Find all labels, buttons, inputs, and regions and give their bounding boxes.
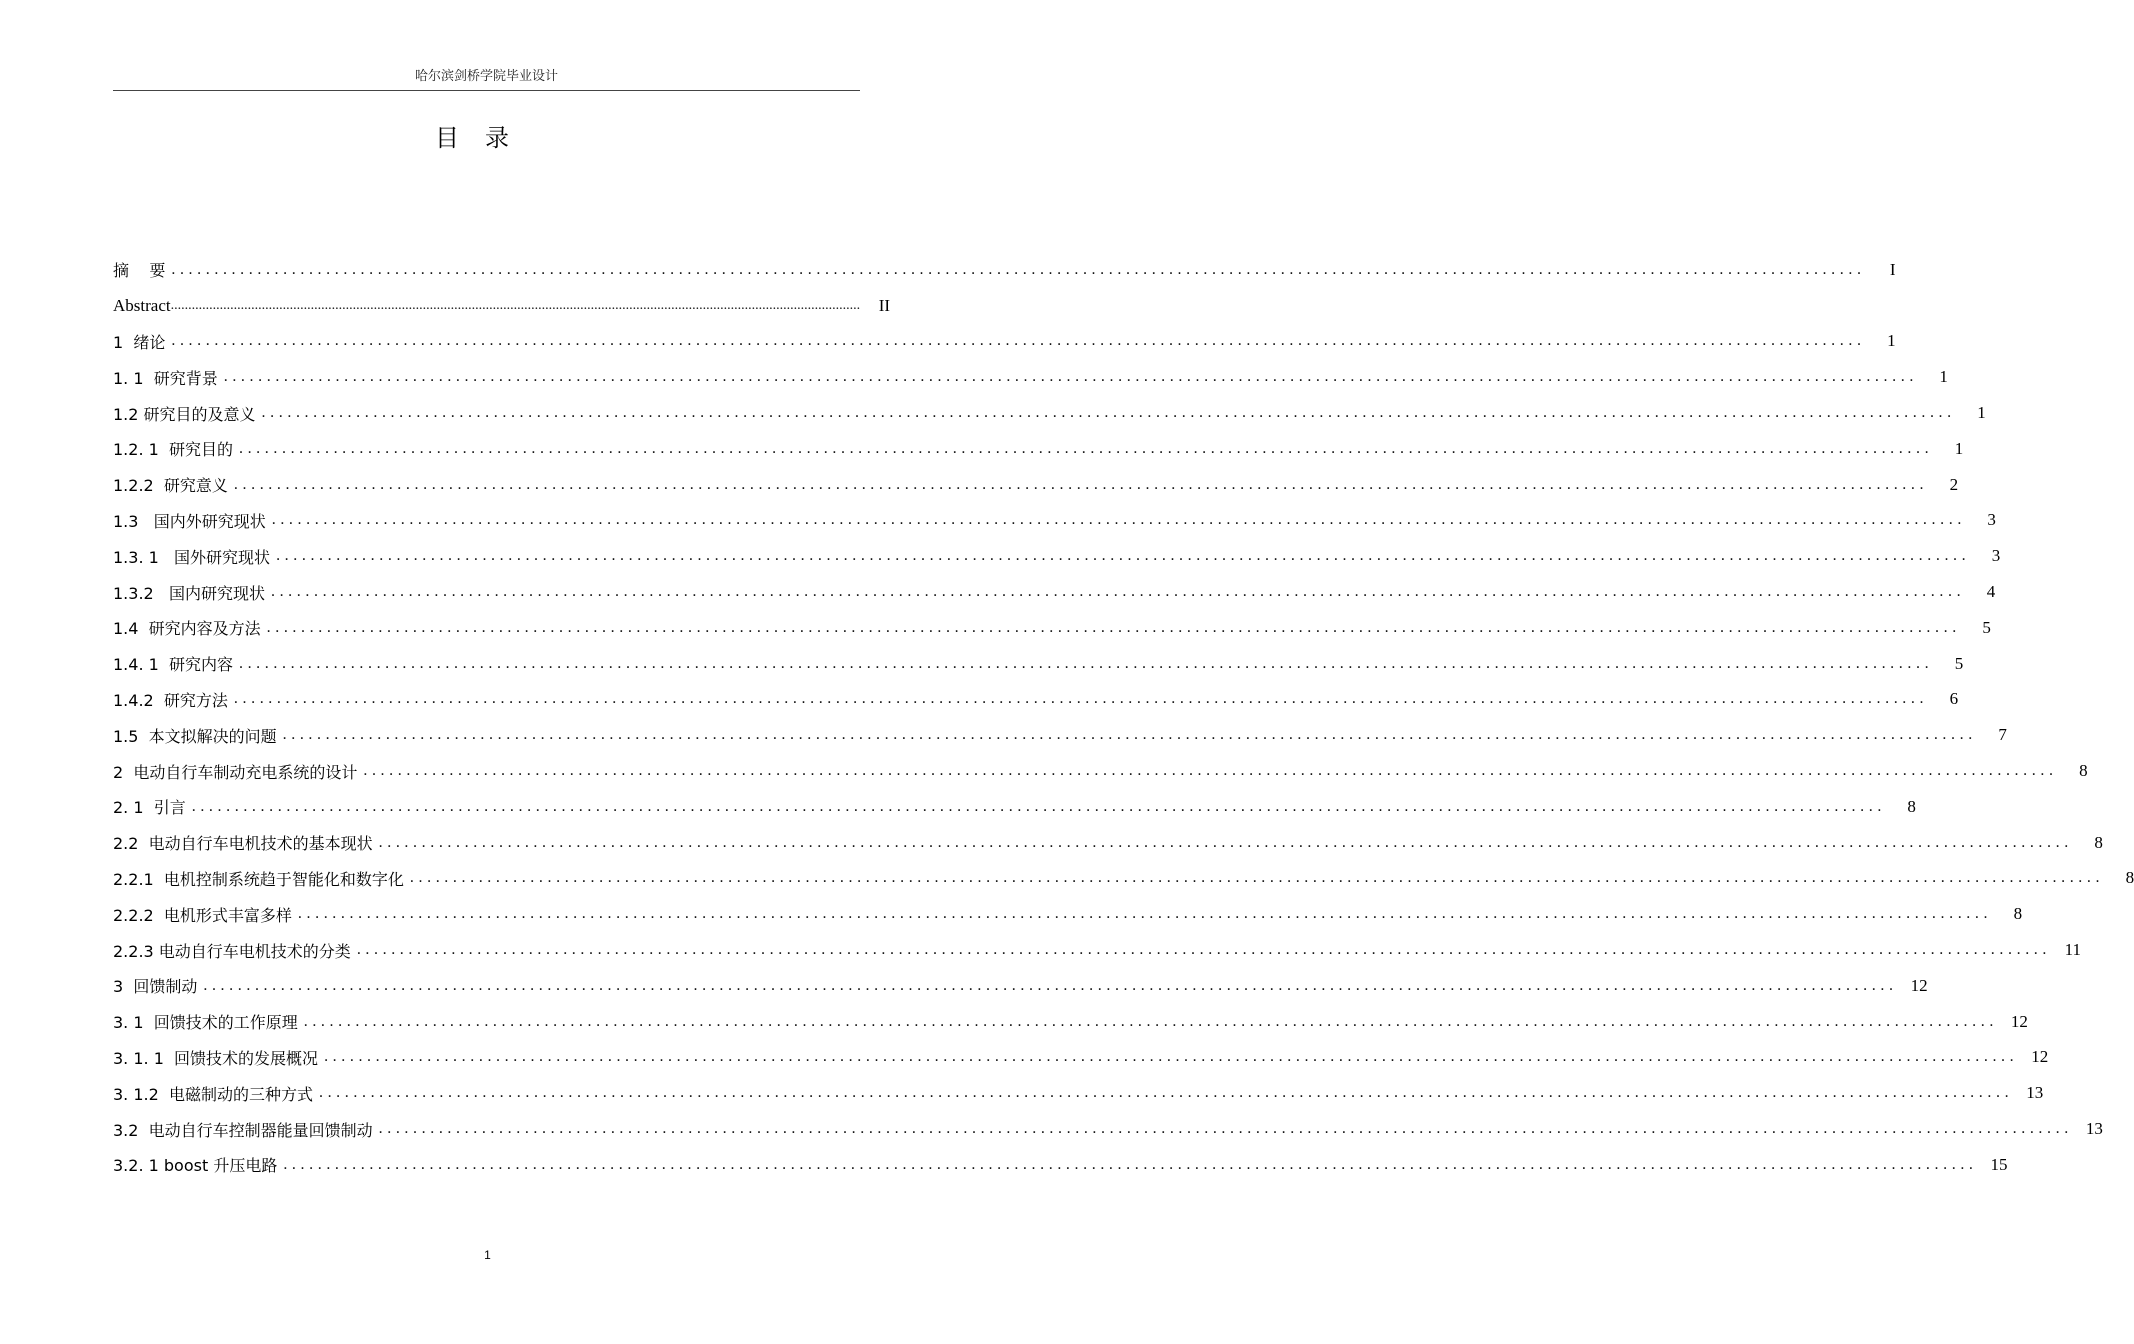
toc-entry[interactable] (113, 717, 2007, 753)
toc-entry[interactable] (113, 503, 1996, 539)
toc-entry-page: 3 (1987, 510, 1996, 530)
toc-entry[interactable] (113, 682, 1959, 718)
toc-entry-page: 13 (2026, 1083, 2044, 1103)
toc-entry-label: 3.2 电动自行车控制器能量回馈制动 (113, 1120, 373, 1140)
toc-entry-label: 3 回馈制动 (113, 977, 198, 997)
toc-entry-page: 2 (1949, 474, 1959, 494)
toc-entry-label: 1.3. 1 国外研究现状 (113, 547, 271, 567)
toc-entry-page: 8 (2125, 868, 2134, 888)
toc-entry[interactable] (113, 753, 2088, 789)
toc-entry[interactable] (113, 932, 2082, 968)
toc-entry-label: 3. 1 回馈技术的工作原理 (113, 1013, 298, 1033)
toc-entry-label: 2.2.3 电动自行车电机技术的分类 (113, 941, 351, 961)
toc-dot-leader: ..................................................................................................................................................................................................... (270, 583, 1966, 601)
toc-dot-leader: ..................................................................................................................................................................................................... (191, 797, 1886, 815)
toc-dot-leader: ..................................................................................................................................................................................................... (356, 941, 2052, 959)
toc-entry-label: 摘 要 (113, 261, 166, 281)
toc-entry-page: II (878, 295, 891, 315)
toc-entry-page: 12 (2010, 1011, 2028, 1031)
toc-dot-leader: ..................................................................................................................................................................................................... (261, 404, 1956, 422)
toc-dot-leader: ..................................................................................................................................................................................................... (170, 297, 861, 313)
toc-dot-leader: ..................................................................................................................................................................................................... (233, 475, 1929, 493)
toc-entry-label: 2. 1 引言 (113, 798, 186, 818)
toc-entry[interactable] (113, 1004, 2028, 1040)
toc-entry-page: 8 (2079, 761, 2088, 781)
toc-entry-label: 1 绪论 (113, 332, 166, 352)
toc-entry[interactable] (113, 1075, 2044, 1111)
toc-entry[interactable] (113, 324, 1896, 360)
toc-entry-page: 8 (1907, 796, 1916, 816)
toc-dot-leader: ..................................................................................................................................................................................................... (233, 690, 1929, 708)
toc-entry-label: 1.4 研究内容及方法 (113, 619, 261, 639)
toc-entry[interactable] (113, 538, 2001, 574)
toc-dot-leader: ..................................................................................................................................................................................................... (238, 654, 1934, 672)
toc-entry-page: 8 (2013, 904, 2023, 924)
toc-entry-page: 12 (2031, 1047, 2049, 1067)
toc-entry-page: 4 (1986, 582, 1996, 602)
toc-entry-label: 1.2.2 研究意义 (113, 476, 228, 496)
toc-entry-page: I (1889, 259, 1896, 279)
toc-entry[interactable] (113, 789, 1916, 825)
toc-dot-leader: ..................................................................................................................................................................................................... (283, 1155, 1978, 1173)
toc-entry[interactable] (113, 431, 1964, 467)
toc-entry-page: 1 (1939, 367, 1948, 387)
toc-dot-leader: ..................................................................................................................................................................................................... (276, 547, 1971, 565)
toc-entry-label: 1. 1 研究背景 (113, 368, 218, 388)
toc-entry-page: 6 (1949, 689, 1959, 709)
toc-dot-leader: ..................................................................................................................................................................................................... (409, 869, 2105, 887)
toc-entry[interactable] (113, 359, 1948, 395)
toc-entry-abstract-cn[interactable] (113, 252, 1896, 288)
toc-entry-label: 1.3 国内外研究现状 (113, 511, 266, 531)
toc-entry-page: 12 (1910, 975, 1928, 995)
toc-entry-label: 1.4.2 研究方法 (113, 690, 228, 710)
toc-entry-page: 11 (2064, 940, 2082, 960)
toc-entry-page: 5 (1954, 653, 1964, 673)
toc-entry-page: 5 (1982, 617, 1991, 637)
toc-entry-label: 2.2.2 电机形式丰富多样 (113, 905, 292, 925)
toc-dot-leader: ..................................................................................................................................................................................................... (171, 260, 1866, 278)
toc-entry-label: 2 电动自行车制动充电系统的设计 (113, 762, 358, 782)
toc-entry-label: 3.2. 1 boost 升压电路 (113, 1156, 278, 1176)
toc-dot-leader: ..................................................................................................................................................................................................... (378, 833, 2073, 851)
toc-entry-page: 7 (1998, 725, 2007, 745)
toc-entry[interactable] (113, 646, 1964, 682)
toc-entry-page: 3 (1991, 546, 2001, 566)
toc-entry[interactable] (113, 825, 2103, 861)
toc-entry-page: 8 (2094, 832, 2103, 852)
toc-dot-leader: ..................................................................................................................................................................................................... (238, 439, 1934, 457)
toc-dot-leader: ..................................................................................................................................................................................................... (223, 368, 1918, 386)
toc-dot-leader: ..................................................................................................................................................................................................... (318, 1084, 2014, 1102)
table-of-contents (113, 252, 2134, 1183)
page-number: 1 (484, 1248, 491, 1262)
toc-entry-abstract-en[interactable] (113, 288, 891, 324)
toc-entry[interactable] (113, 395, 1986, 431)
page-header: 哈尔滨剑桥学院毕业设计 (113, 66, 860, 91)
toc-entry-label: 2.2 电动自行车电机技术的基本现状 (113, 834, 373, 854)
toc-entry-label: 3. 1. 1 回馈技术的发展概况 (113, 1048, 319, 1068)
page-title: 目录 (435, 124, 535, 152)
toc-dot-leader: ..................................................................................................................................................................................................... (282, 726, 1977, 744)
toc-entry[interactable] (113, 610, 1991, 646)
toc-entry-label: Abstract (113, 295, 171, 315)
toc-entry-page: 1 (1977, 403, 1986, 423)
toc-dot-leader: ..................................................................................................................................................................................................... (271, 511, 1966, 529)
toc-entry[interactable] (113, 1111, 2103, 1147)
toc-dot-leader: ..................................................................................................................................................................................................... (363, 762, 2058, 780)
toc-entry-page: 1 (1954, 438, 1964, 458)
toc-dot-leader: ..................................................................................................................................................................................................... (303, 1012, 1998, 1030)
toc-entry-page: 13 (2085, 1119, 2103, 1139)
toc-entry[interactable] (113, 1147, 2008, 1183)
toc-entry-label: 2.2.1 电机控制系统趋于智能化和数字化 (113, 869, 404, 889)
toc-entry-label: 1.3.2 国内研究现状 (113, 583, 265, 603)
toc-entry[interactable] (113, 574, 1996, 610)
toc-dot-leader: ..................................................................................................................................................................................................... (266, 618, 1961, 636)
toc-entry-page: 15 (1990, 1154, 2008, 1174)
toc-entry-label: 3. 1.2 电磁制动的三种方式 (113, 1084, 313, 1104)
toc-entry[interactable] (113, 467, 1959, 503)
toc-dot-leader: ..................................................................................................................................................................................................... (203, 976, 1898, 994)
toc-entry-page: 1 (1887, 331, 1896, 351)
toc-dot-leader: ..................................................................................................................................................................................................... (297, 905, 1993, 923)
toc-dot-leader: ..................................................................................................................................................................................................... (378, 1120, 2073, 1138)
toc-dot-leader: ..................................................................................................................................................................................................... (171, 332, 1866, 350)
toc-entry[interactable] (113, 1040, 2049, 1076)
toc-entry[interactable] (113, 968, 1928, 1004)
toc-entry-label: 1.5 本文拟解决的问题 (113, 726, 277, 746)
toc-entry-label: 1.4. 1 研究内容 (113, 655, 233, 675)
toc-entry[interactable] (113, 861, 2134, 897)
toc-entry[interactable] (113, 896, 2023, 932)
toc-entry-label: 1.2. 1 研究目的 (113, 440, 233, 460)
toc-entry-label: 1.2 研究目的及意义 (113, 404, 256, 424)
toc-dot-leader: ..................................................................................................................................................................................................... (324, 1048, 2019, 1066)
